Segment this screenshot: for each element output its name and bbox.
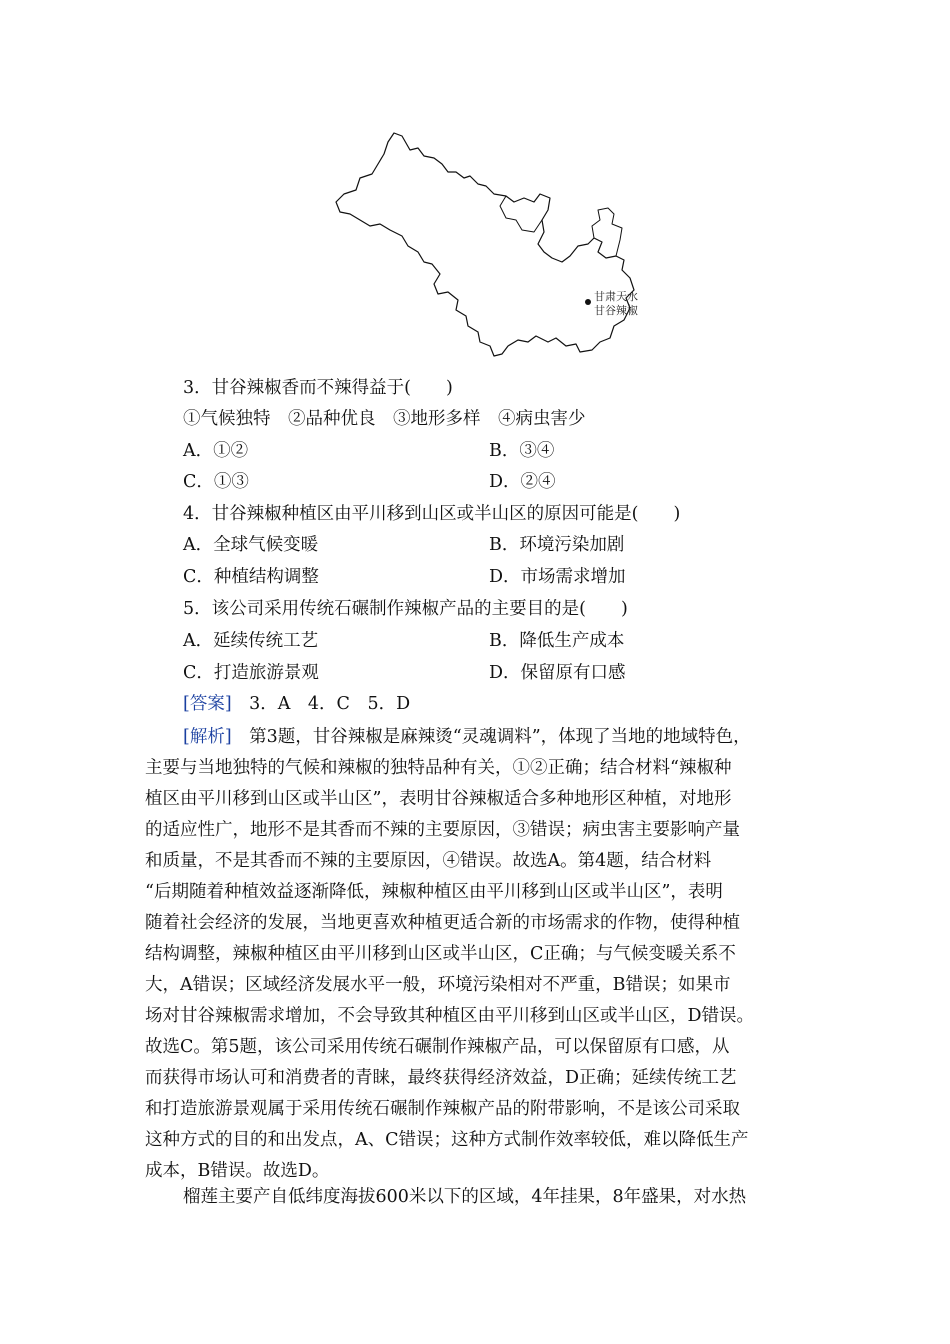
explanation-line: 成本，B错误。故选D。 bbox=[145, 1161, 330, 1181]
next-paragraph: 榴莲主要产自低纬度海拔600米以下的区域，4年挂果，8年盛果，对水热 bbox=[183, 1187, 747, 1207]
explanation-block bbox=[145, 722, 815, 1187]
explanation-line: 这种方式的目的和出发点，A、C错误；这种方式制作效率较低，难以降低生产 bbox=[145, 1130, 749, 1150]
question-3-option-a: A．①② bbox=[183, 441, 249, 461]
question-5-stem: 5．该公司采用传统石碾制作辣椒产品的主要目的是( ) bbox=[183, 599, 628, 619]
question-3-stem: 3．甘谷辣椒香而不辣得益于( ) bbox=[183, 378, 453, 398]
question-5-option-c: C．打造旅游景观 bbox=[183, 663, 319, 683]
explanation-line: 结构调整，辣椒种植区由平川移到山区或半山区，C正确；与气候变暖关系不 bbox=[145, 944, 736, 964]
question-4-option-c: C．种植结构调整 bbox=[183, 567, 319, 587]
explanation-line: “后期随着种植效益逐渐降低，辣椒种植区由平川移到山区或半山区”，表明 bbox=[145, 882, 723, 902]
gansu-map bbox=[330, 128, 660, 360]
explanation-line: 而获得市场认可和消费者的青睐，最终获得经济效益，D正确；延续传统工艺 bbox=[145, 1068, 737, 1088]
question-4-option-d: D．市场需求增加 bbox=[489, 567, 626, 587]
explanation-tag: [解析] bbox=[183, 727, 232, 747]
answer-tag: [答案] bbox=[183, 694, 232, 714]
question-3-items: ①气候独特 ②品种优良 ③地形多样 ④病虫害少 bbox=[183, 409, 586, 429]
explanation-line: 和质量，不是其香而不辣的主要原因，④错误。故选A。第4题，结合材料 bbox=[145, 851, 712, 871]
explanation-line: 故选C。第5题，该公司采用传统石碾制作辣椒产品，可以保留原有口感，从 bbox=[145, 1037, 730, 1057]
explanation-line: 大，A错误；区域经济发展水平一般，环境污染相对不严重，B错误；如果市 bbox=[145, 975, 731, 995]
question-4-option-a: A．全球气候变暖 bbox=[183, 535, 319, 555]
explanation-line: 和打造旅游景观属于采用传统石碾制作辣椒产品的附带影响，不是该公司采取 bbox=[145, 1099, 740, 1119]
question-5-option-b: B．降低生产成本 bbox=[489, 631, 625, 651]
explanation-line: 场对甘谷辣椒需求增加，不会导致其种植区由平川移到山区或半山区，D错误。 bbox=[145, 1006, 755, 1026]
answer-line bbox=[183, 692, 410, 716]
question-5-option-d: D．保留原有口感 bbox=[489, 663, 626, 683]
question-3-option-b: B．③④ bbox=[489, 441, 555, 461]
explanation-line: 的适应性广，地形不是其香而不辣的主要原因，③错误；病虫害主要影响产量 bbox=[145, 820, 740, 840]
map-label-city: 甘肃天水 bbox=[594, 290, 638, 303]
question-3-option-c: C．①③ bbox=[183, 472, 249, 492]
explanation-line: 主要与当地独特的气候和辣椒的独特品种有关，①②正确；结合材料“辣椒种 bbox=[145, 758, 732, 778]
answer-text: 3．A 4．C 5．D bbox=[249, 694, 411, 714]
question-5-option-a: A．延续传统工艺 bbox=[183, 631, 319, 651]
question-3-option-d: D．②④ bbox=[489, 472, 556, 492]
explanation-line: 植区由平川移到山区或半山区”，表明甘谷辣椒适合多种地形区种植，对地形 bbox=[145, 789, 732, 809]
map-label-product: 甘谷辣椒 bbox=[594, 304, 638, 317]
gansu-outline-icon bbox=[330, 128, 660, 360]
explanation-line: 随着社会经济的发展，当地更喜欢种植更适合新的市场需求的作物，使得种植 bbox=[145, 913, 740, 933]
question-4-option-b: B．环境污染加剧 bbox=[489, 535, 625, 555]
question-4-stem: 4．甘谷辣椒种植区由平川移到山区或半山区的原因可能是( ) bbox=[183, 504, 681, 524]
explanation-line: 第3题，甘谷辣椒是麻辣烫“灵魂调料”，体现了当地的地域特色， bbox=[249, 727, 751, 747]
